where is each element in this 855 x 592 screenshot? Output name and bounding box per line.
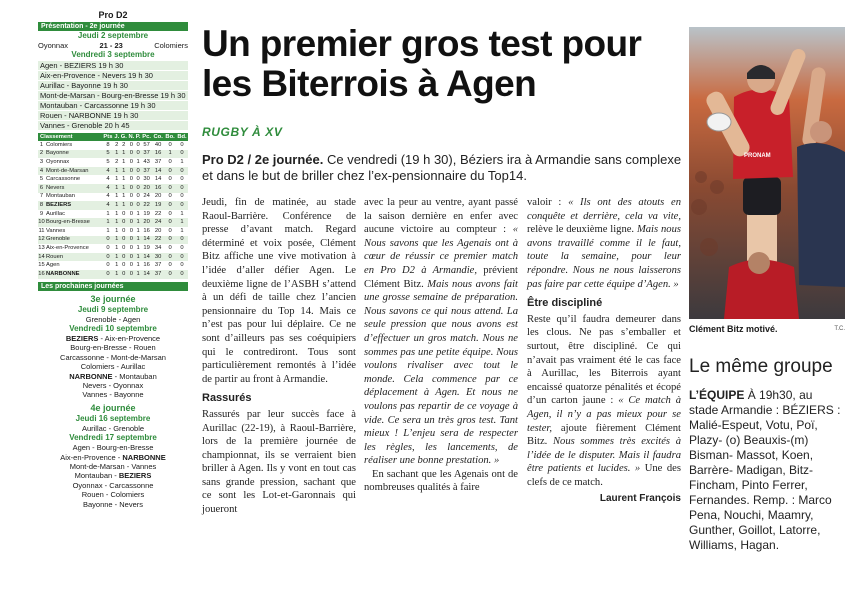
standings-cell: 22 <box>154 210 162 217</box>
standings-cell: 12 <box>38 236 45 243</box>
standings-cell: 1 <box>120 150 128 159</box>
standings-cell: 0 <box>120 236 128 245</box>
played-day: Jeudi 2 septembre <box>77 31 149 40</box>
standings-cell: 0 <box>168 262 172 269</box>
standings-header-cell: G. <box>120 134 127 140</box>
standings-cell: 40 <box>154 141 162 148</box>
standings-cell: 0 <box>168 158 172 165</box>
standings-cell: 3 <box>39 158 44 165</box>
standings-cell: 0 <box>176 167 188 176</box>
fixture-item: Bayonne - Nevers <box>82 499 144 509</box>
fixture-item: Grenoble - Agen <box>85 314 141 324</box>
standings-cell: 0 <box>136 176 140 183</box>
article-column-1 <box>202 196 356 517</box>
standings-cell: 24 <box>152 218 164 227</box>
upcoming-bar: Les prochaines journées <box>38 282 188 291</box>
played-away: Colomiers <box>154 41 188 50</box>
standings-cell: 1 <box>115 201 119 208</box>
lineout-photo <box>689 27 845 319</box>
round3-title: 3e journée <box>90 293 136 304</box>
standings-cell: 2 <box>115 158 119 165</box>
standings-cell: 0 <box>129 210 133 217</box>
standings-cell: 0 <box>164 184 176 193</box>
friday-day: Vendredi 3 septembre <box>71 50 155 59</box>
standings-cell: 2 <box>39 150 44 157</box>
standings-cell: 4 <box>102 167 114 176</box>
standings-cell: 1 <box>136 270 140 277</box>
col3-text-b: relève le deuxième ligne. <box>527 224 637 236</box>
standings-cell: 0 <box>164 218 176 227</box>
standings-cell: 0 <box>136 201 140 208</box>
standings-cell: 0 <box>120 218 128 227</box>
standings-cell: 4 <box>102 184 114 193</box>
standings-cell: 1 <box>115 210 119 217</box>
standings-row <box>38 210 188 219</box>
col2-quote-1: « Nous savons que les Agenais ont à cœur de réussir ce premier match en Pro D2 à Armandie, <box>364 224 518 276</box>
standings-cell: 1 <box>115 262 119 269</box>
standings-cell: 0 <box>128 184 135 193</box>
standings-cell: 1 <box>115 253 119 260</box>
standings-team: BEZIERS <box>45 201 102 210</box>
standings-cell: 14 <box>154 176 162 183</box>
standings-cell: 0 <box>168 210 172 217</box>
friday-match-item: Mont-de-Marsan - Bourg-en-Bresse 19 h 30 <box>38 91 188 101</box>
lineup-box-title: Le même groupe <box>689 356 833 377</box>
standings-cell: 30 <box>143 176 150 183</box>
col3-quote-2: Mais nous avons travaillé comme il le faut, toute la semaine, pour leur répondre. Nous ne nous laisserons pas faire par cette équipe d’Agen. » <box>527 224 681 290</box>
standings-header-cell: Pts <box>103 134 113 140</box>
photo-caption: Clément Bitz motivé. <box>689 324 778 334</box>
col3-text-d: ajoute fièrement Clément Bitz. <box>527 422 681 448</box>
standings-cell: 0 <box>180 176 184 183</box>
col3-quote-3: « Ce match à Agen, il n’y a pas mieux pour se tester, <box>527 395 681 434</box>
fixture-item: BEZIERS - Aix-en-Provence <box>65 333 161 343</box>
col3-text-e: Une des clefs de ce match. <box>527 463 682 488</box>
standings-cell: 0 <box>180 244 184 251</box>
standings-cell: 14 <box>141 236 152 245</box>
standings-cell: 24 <box>143 193 150 200</box>
round4-day1-list <box>38 424 188 433</box>
standings-cell: 15 <box>38 262 45 269</box>
col3-quote-1: « Ils ont des atouts en conquête et derrière, cela va vite, <box>527 197 681 222</box>
standings-cell: 4 <box>106 193 110 200</box>
standings-cell: 0 <box>106 262 110 269</box>
standings-header-cell: Pc. <box>142 134 151 140</box>
photo-caption-row <box>689 324 845 334</box>
article-column-3 <box>527 196 681 506</box>
standings-cell: 19 <box>143 244 150 251</box>
jersey-sponsor-text: PRONAM <box>744 153 771 159</box>
fixture-item: Aurillac - Grenoble <box>81 423 145 433</box>
col3-text-a: valoir : <box>527 197 569 208</box>
standings-cell: 0 <box>176 253 188 262</box>
standings-cell: 0 <box>176 236 188 245</box>
standings-cell: 1 <box>115 227 119 234</box>
round4-day1: Jeudi 16 septembre <box>75 413 151 423</box>
standings-cell: 0 <box>122 227 126 234</box>
standings-team: Aurillac <box>46 210 66 217</box>
standings-header-cell: P. <box>135 134 141 140</box>
standings-row <box>38 244 188 253</box>
standings-cell: 0 <box>176 150 188 159</box>
col1-paragraph-2: Rassurés par leur succès face à Aurillac (22-19), à Raoul-Barrière, lors de la première journée de championnat, ils se verraient bien briller à Agen. Ils y vont en tout cas sans grande pression, sachant que ce sont les Lot-et-Garonnais qui joueront <box>202 408 356 516</box>
standings-cell: 0 <box>136 141 140 148</box>
col2-quote-2: Mais nous avons fait une grosse semaine de préparation. Nous savons ce qui nous attend. La seule pression que nous avons est d’effectuer un gros match. Nous ne sommes pas une petite équipe. Nous voulons rivaliser avec tout le monde. Cela commence par ce déplacement à Agen. Et nous ne voulons pas repartir de ce voyage à vide. Ce sera un très gros test. Tant mieux ! L’enjeu sera de respecter les règles, les lancements, de réaliser une bonne prestation. » <box>364 278 518 467</box>
standings-cell: 0 <box>128 253 135 262</box>
standings-cell: 1 <box>136 210 140 217</box>
standings-cell: 0 <box>176 201 188 210</box>
standings-cell: 8 <box>106 141 110 148</box>
fixture-item: Carcassonne - Mont-de-Marsan <box>60 352 166 362</box>
standings-cell: 9 <box>39 210 44 217</box>
standings-cell: 16 <box>38 270 45 277</box>
standings-team: Mont-de-Marsan <box>45 167 102 176</box>
standings-cell: 4 <box>102 201 114 210</box>
standings-row <box>38 236 188 245</box>
col2-paragraph-1 <box>364 196 518 468</box>
standings-row <box>38 270 188 279</box>
standings-cell: 1 <box>115 236 119 243</box>
standings-team: Agen <box>46 262 60 269</box>
standings-header-cell: Classement <box>38 133 102 141</box>
standings-cell: 0 <box>136 167 140 174</box>
standings-header-row <box>38 133 188 141</box>
fixture-item: Colomiers - Aurillac <box>80 362 146 372</box>
standings-cell: 1 <box>176 218 188 227</box>
round3-day2: Vendredi 10 septembre <box>69 323 157 333</box>
standings-cell: 0 <box>164 270 176 279</box>
standings-cell: 0 <box>129 244 133 251</box>
standings-cell: 1 <box>115 184 119 191</box>
standings-team: Carcassonne <box>46 176 81 183</box>
standings-team: Nevers <box>45 184 102 193</box>
standings-cell: 37 <box>141 150 152 159</box>
standings-cell: 1 <box>136 262 140 269</box>
col2-text-b: prévient Clément Bitz. <box>364 264 518 290</box>
standings-cell: 16 <box>143 262 150 269</box>
standings-header-cell: N. <box>128 134 135 140</box>
fixture-item: Montauban - BEZIERS <box>74 471 152 481</box>
standings-cell: 1 <box>122 176 126 183</box>
played-match-row <box>38 41 188 50</box>
article-headline: Un premier gros test pour les Biterrois à Agen <box>202 23 642 104</box>
round3-day2-list <box>38 334 188 400</box>
standings-cell: 14 <box>141 270 152 279</box>
fixture-item: Agen - Bourg-en-Bresse <box>72 443 154 453</box>
standings-row <box>38 167 188 176</box>
sidebar-pro-d2 <box>38 10 188 509</box>
standings-cell: 0 <box>122 262 126 269</box>
standings-cell: 1 <box>102 218 114 227</box>
fixture-item: Mont-de-Marsan - Vannes <box>69 461 157 471</box>
standings-cell: 1 <box>115 150 119 157</box>
standings-cell: 2 <box>115 141 119 148</box>
fixture-item: Oyonnax - Carcassonne <box>72 480 154 490</box>
round4-day2-list <box>38 443 188 509</box>
standings-cell: 1 <box>120 201 128 210</box>
standings-cell: 1 <box>120 184 128 193</box>
lineup-brand: L’ÉQUIPE <box>689 388 745 402</box>
standings-cell: 1 <box>39 141 44 148</box>
rugby-lineout-illustration <box>689 27 845 319</box>
standings-cell: 0 <box>128 218 135 227</box>
photo-credit: T.C. <box>834 326 845 332</box>
standings-cell: 43 <box>143 158 150 165</box>
standings-cell: 20 <box>154 193 162 200</box>
standings-cell: 1 <box>115 270 119 277</box>
standings-cell: 0 <box>180 262 184 269</box>
standings-cell: 20 <box>154 227 162 234</box>
col3-subhead: Être discipliné <box>527 297 603 310</box>
standings-team: NARBONNE <box>45 270 102 279</box>
standings-cell: 8 <box>39 201 44 208</box>
standings-cell: 10 <box>38 219 45 226</box>
standings-cell: 0 <box>106 244 110 251</box>
friday-match-item: Rouen - NARBONNE 19 h 30 <box>38 111 188 121</box>
friday-match-item: Vannes - Grenoble 20 h 45 <box>38 121 188 131</box>
standings-cell: 0 <box>180 141 184 148</box>
standings-cell: 0 <box>122 244 126 251</box>
standings-cell: 37 <box>154 262 162 269</box>
standings-cell: 22 <box>141 201 152 210</box>
standings-row <box>38 227 188 236</box>
standings-cell: 7 <box>39 193 44 200</box>
standings-cell: 0 <box>164 253 176 262</box>
standings-cell: 0 <box>128 167 135 176</box>
standings-cell: 6 <box>39 184 44 191</box>
standings-cell: 0 <box>129 158 133 165</box>
standings-row <box>38 201 188 210</box>
standings-cell: 0 <box>128 150 135 159</box>
standings-header-cell: J. <box>114 134 120 140</box>
standings-header-cell: Bd. <box>177 134 187 140</box>
standings-cell: 20 <box>141 218 152 227</box>
standings-body <box>38 141 188 279</box>
standings-cell: 1 <box>136 236 140 243</box>
standings-cell: 4 <box>106 176 110 183</box>
standings-cell: 1 <box>115 244 119 251</box>
standfirst-lead: Pro D2 / 2e journée. <box>202 152 324 167</box>
standings-team: Bourg-en-Bresse <box>45 218 102 227</box>
standings-table <box>38 133 188 279</box>
standings-cell: 1 <box>115 193 119 200</box>
standings-team: Vannes <box>46 227 66 234</box>
author-signature: Laurent François <box>599 493 681 505</box>
standings-cell: 0 <box>128 201 135 210</box>
section-kicker: RUGBY À XV <box>202 125 283 139</box>
standings-cell: 0 <box>102 270 114 279</box>
standings-cell: 16 <box>152 150 164 159</box>
standings-cell: 1 <box>136 253 140 260</box>
standfirst-text: Ce vendredi (19 h 30), Béziers ira à Armandie sans complexe et dans le but de briller chez l’ex-pensionnaire du Top14. <box>202 152 682 183</box>
col3-quote-4: Nous sommes très excités à l’idée de le disputer. Mais il faudra être patients et lucides. » <box>527 436 681 475</box>
round3-day1-list <box>38 315 188 324</box>
standings-team: Grenoble <box>45 236 102 245</box>
friday-match-list <box>38 61 188 131</box>
standings-team: Oyonnax <box>46 158 70 165</box>
standings-cell: 0 <box>168 176 172 183</box>
standings-cell: 0 <box>168 141 172 148</box>
standings-cell: 4 <box>39 167 44 174</box>
standings-team: Aix-en-Provence <box>46 244 89 251</box>
standings-cell: 1 <box>180 227 184 234</box>
lineup-text: À 19h30, au stade Armandie : BÉZIERS : Malié-Espeut, Votu, Poï, Plazy- (o) Beauxis-(m) Bisman- Massot, Koen, Barrère- Madigan, Bitz-Fincham, Pinto Ferrer, Fernandes. Remp. : Marco Pena, Nouchi, Maamry, Gunther, Goillot, Latorre, Williams, Hagan. <box>689 388 841 552</box>
standings-cell: 2 <box>122 141 126 148</box>
standings-cell: 0 <box>180 193 184 200</box>
standings-cell: 0 <box>129 262 133 269</box>
standings-cell: 11 <box>38 227 45 234</box>
standings-row <box>38 141 188 150</box>
fixture-item: Nevers - Oyonnax <box>82 380 144 390</box>
standings-cell: 0 <box>102 253 114 262</box>
standings-cell: 37 <box>141 167 152 176</box>
standings-cell: 14 <box>141 253 152 262</box>
standings-cell: 1 <box>164 150 176 159</box>
standings-cell: 0 <box>164 236 176 245</box>
standings-cell: 13 <box>38 244 45 251</box>
standings-row <box>38 184 188 193</box>
col1-paragraph-1: Jeudi, fin de matinée, au stade Raoul-Barrière. Conférence de presse d’avant match. Regard déterminé et voix posée, Clément Bitz affiche une vive motivation à l’idée d’aller défier Agen. Le deuxième ligne de l’ASBH s’attend à un défi de taille chez l’ancien pensionnaire du Top 14. Mais ce n’est pas pour lui déplaire. Ce ne sont d’ailleurs pas ses coéquipiers qui le contrediront. Tous sont particulièrement remontés à l’idée de partir au front à Armandie. <box>202 197 356 385</box>
fixture-item: NARBONNE - Montauban <box>69 371 157 381</box>
standings-cell: 1 <box>115 219 119 226</box>
col3-paragraph-1 <box>527 196 681 291</box>
standings-cell: 0 <box>164 167 176 176</box>
friday-match-item: Agen - BEZIERS 19 h 30 <box>38 61 188 71</box>
col2-paragraph-2: En sachant que les Agenais ont de nombreuses qualités à faire <box>364 468 518 494</box>
standings-cell: 0 <box>129 193 133 200</box>
played-home: Oyonnax <box>38 41 69 50</box>
standings-team: Bayonne <box>45 150 102 159</box>
standings-cell: 0 <box>128 270 135 279</box>
standings-cell: 37 <box>152 270 164 279</box>
standings-cell: 1 <box>115 167 119 174</box>
standings-cell: 1 <box>136 158 140 165</box>
standings-row <box>38 218 188 227</box>
standings-cell: 0 <box>128 236 135 245</box>
standings-cell: 1 <box>106 210 110 217</box>
standings-cell: 34 <box>154 244 162 251</box>
standings-cell: 16 <box>152 184 164 193</box>
col3-text-c: Reste qu’il faudra demeurer dans les clous. Ne pas s’emballer et surtout, être discipliné. Ce qui n’avait pas vraiment été le cas face à Aurillac, les Biterrois ayant encaissé quatorze pénalités et écopé d’un carton jaune : <box>527 313 681 407</box>
standings-row <box>38 150 188 159</box>
article-standfirst <box>202 152 682 184</box>
standings-cell: 1 <box>180 210 184 217</box>
standings-cell: 22 <box>152 236 164 245</box>
played-score: 21 - 23 <box>99 41 123 50</box>
standings-header-cell: Co. <box>153 134 163 140</box>
standings-cell: 5 <box>102 150 114 159</box>
standings-cell: 1 <box>136 227 140 234</box>
standings-cell: 5 <box>39 176 44 183</box>
standings-cell: 0 <box>102 236 114 245</box>
standings-cell: 1 <box>115 176 119 183</box>
standings-cell: 14 <box>38 253 45 260</box>
round4-title: 4e journée <box>90 402 136 413</box>
standings-cell: 1 <box>122 193 126 200</box>
standings-cell: 0 <box>168 244 172 251</box>
standings-cell: 19 <box>143 210 150 217</box>
standings-cell: 0 <box>129 141 133 148</box>
col1-subhead: Rassurés <box>202 392 252 405</box>
col3-paragraph-2 <box>527 313 681 490</box>
fixture-item: Aix-en-Provence - NARBONNE <box>60 452 166 462</box>
round4-day2: Vendredi 17 septembre <box>69 433 157 443</box>
standings-cell: 0 <box>176 184 188 193</box>
fixture-item: Rouen - Colomiers <box>81 490 145 500</box>
lineup-box-text <box>689 388 843 553</box>
standings-cell: 1 <box>122 158 126 165</box>
standings-row <box>38 261 188 270</box>
standings-cell: 5 <box>106 158 110 165</box>
fixture-item: Bourg-en-Bresse - Rouen <box>70 343 156 353</box>
round3-day1: Jeudi 9 septembre <box>77 304 149 314</box>
sidebar-title: Pro D2 <box>98 10 128 20</box>
standings-cell: 37 <box>154 158 162 165</box>
standings-cell: 0 <box>129 227 133 234</box>
standings-cell: 1 <box>120 167 128 176</box>
standings-cell: 30 <box>152 253 164 262</box>
standings-cell: 1 <box>180 158 184 165</box>
friday-match-item: Aurillac - Bayonne 19 h 30 <box>38 81 188 91</box>
standings-cell: 0 <box>136 150 140 157</box>
friday-match-item: Montauban - Carcassonne 19 h 30 <box>38 101 188 111</box>
standings-cell: 14 <box>152 167 164 176</box>
article-column-2 <box>364 196 518 495</box>
standings-row <box>38 253 188 262</box>
standings-cell: 0 <box>129 176 133 183</box>
standings-cell: 0 <box>136 184 140 191</box>
standings-cell: 19 <box>152 201 164 210</box>
standings-cell: 1 <box>136 244 140 251</box>
standings-cell: 0 <box>136 193 140 200</box>
standings-cell: 1 <box>136 219 140 226</box>
standings-team: Rouen <box>45 253 102 262</box>
fixture-item: Vannes - Bayonne <box>82 390 144 400</box>
standings-cell: 0 <box>120 253 128 262</box>
presentation-bar: Présentation - 2e journée <box>38 22 188 31</box>
standings-cell: 0 <box>122 210 126 217</box>
col2-text-a: avec la peur au ventre, ayant passé la saison dernière en enfer avec aucune victoire au compteur : <box>364 197 518 236</box>
standings-row <box>38 193 188 202</box>
standings-cell: 57 <box>143 141 150 148</box>
standings-cell: 0 <box>164 201 176 210</box>
standings-cell: 0 <box>120 270 128 279</box>
friday-match-item: Aix-en-Provence - Nevers 19 h 30 <box>38 71 188 81</box>
standings-cell: 16 <box>143 227 150 234</box>
standings-cell: 0 <box>176 270 188 279</box>
standings-cell: 20 <box>141 184 152 193</box>
standings-cell: 1 <box>106 227 110 234</box>
standings-team: Colomiers <box>46 141 73 148</box>
standings-row <box>38 175 188 184</box>
standings-row <box>38 158 188 167</box>
standings-cell: 0 <box>168 227 172 234</box>
standings-team: Montauban <box>46 193 76 200</box>
standings-cell: 0 <box>168 193 172 200</box>
standings-header-cell: Bo. <box>165 134 175 140</box>
